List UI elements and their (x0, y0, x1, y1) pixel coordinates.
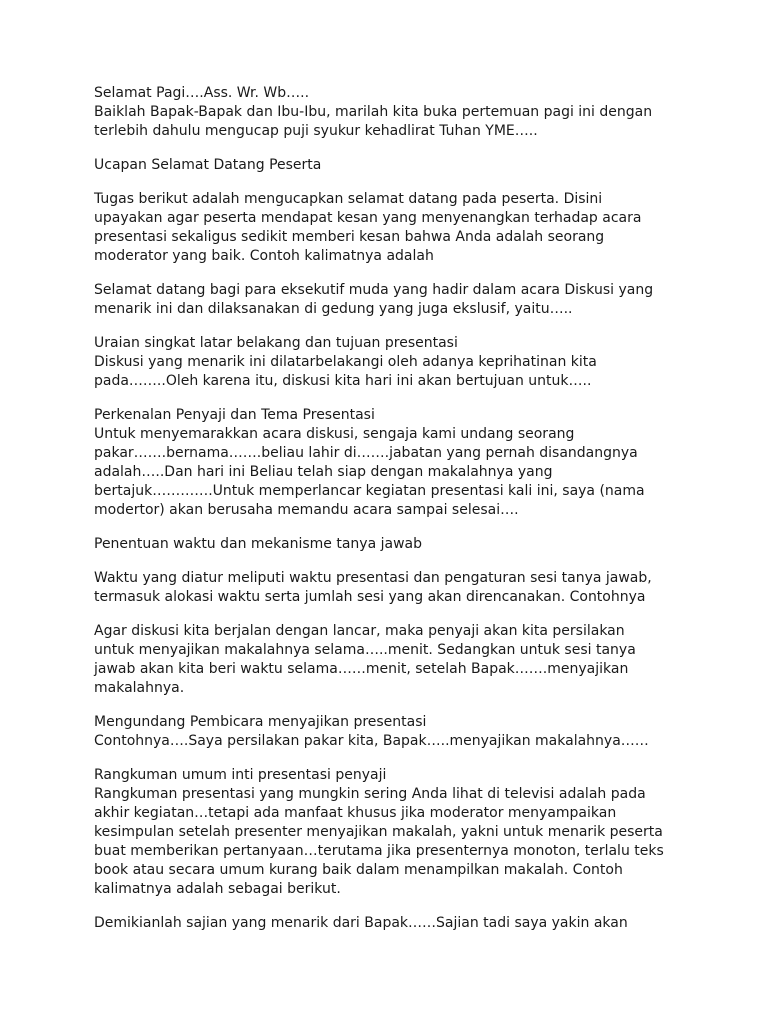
text-line: upayakan agar peserta mendapat kesan yang menyenangkan terhadap acara (94, 210, 642, 226)
text-line: Untuk menyemarakkan acara diskusi, sengaja kami undang seorang (94, 426, 575, 442)
text-line: Mengundang Pembicara menyajikan presentasi (94, 714, 427, 730)
paragraph-timing (94, 569, 734, 607)
text-line: presentasi sekaligus sedikit memberi kesan bahwa Anda adalah seorang (94, 229, 605, 245)
paragraph-introduction (94, 406, 734, 520)
text-line: kesimpulan setelah presenter menyajikan makalah, yakni untuk menarik peserta (94, 824, 663, 840)
paragraph-welcome-task (94, 190, 734, 266)
paragraph-background (94, 334, 734, 391)
text-line: Agar diskusi kita berjalan dengan lancar, maka penyaji akan kita persilakan (94, 623, 625, 639)
text-line: Contohnya….Saya persilakan pakar kita, Bapak…..menyajikan makalahnya…… (94, 733, 649, 749)
paragraph-heading-welcome (94, 156, 734, 175)
text-line: Uraian singkat latar belakang dan tujuan presentasi (94, 335, 458, 351)
text-line: makalahnya. (94, 680, 185, 696)
document-page (94, 84, 734, 948)
text-line: pakar…….bernama…….beliau lahir di…….jabatan yang pernah disandangnya (94, 445, 638, 461)
text-line: pada……..Oleh karena itu, diskusi kita hari ini akan bertujuan untuk….. (94, 373, 592, 389)
text-line: modertor) akan berusaha memandu acara sampai selesai…. (94, 502, 519, 518)
text-line: Rangkuman presentasi yang mungkin sering Anda lihat di televisi adalah pada (94, 786, 646, 802)
paragraph-closing (94, 914, 734, 933)
paragraph-greeting (94, 84, 734, 141)
paragraph-heading-timing (94, 535, 734, 554)
paragraph-invite-speaker (94, 713, 734, 751)
text-line: Perkenalan Penyaji dan Tema Presentasi (94, 407, 375, 423)
text-line: book atau secara umum kurang baik dalam menampilkan makalah. Contoh (94, 862, 623, 878)
text-line: terlebih dahulu mengucap puji syukur kehadlirat Tuhan YME….. (94, 123, 538, 139)
paragraph-welcome-example (94, 281, 734, 319)
text-line: Selamat Pagi….Ass. Wr. Wb….. (94, 85, 310, 101)
text-line: Tugas berikut adalah mengucapkan selamat datang pada peserta. Disini (94, 191, 603, 207)
text-line: akhir kegiatan…tetapi ada manfaat khusus jika moderator menyampaikan (94, 805, 617, 821)
text-line: Rangkuman umum inti presentasi penyaji (94, 767, 387, 783)
text-line: menarik ini dan dilaksanakan di gedung yang juga ekslusif, yaitu….. (94, 301, 573, 317)
text-line: moderator yang baik. Contoh kalimatnya adalah (94, 248, 434, 264)
text-line: Waktu yang diatur meliputi waktu presentasi dan pengaturan sesi tanya jawab, (94, 570, 652, 586)
text-line: buat memberikan pertanyaan…terutama jika presenternya monoton, terlalu teks (94, 843, 664, 859)
paragraph-summary (94, 766, 734, 899)
text-line: adalah…..Dan hari ini Beliau telah siap dengan makalahnya yang (94, 464, 553, 480)
text-line: Ucapan Selamat Datang Peserta (94, 157, 322, 173)
text-line: jawab akan kita beri waktu selama……menit, setelah Bapak…….menyajikan (94, 661, 629, 677)
text-line: bertajuk………….Untuk memperlancar kegiatan presentasi kali ini, saya (nama (94, 483, 645, 499)
text-line: Penentuan waktu dan mekanisme tanya jawab (94, 536, 423, 552)
text-line: Diskusi yang menarik ini dilatarbelakangi oleh adanya keprihatinan kita (94, 354, 597, 370)
text-line: untuk menyajikan makalahnya selama…..menit. Sedangkan untuk sesi tanya (94, 642, 636, 658)
text-line: Selamat datang bagi para eksekutif muda yang hadir dalam acara Diskusi yang (94, 282, 654, 298)
text-line: kalimatnya adalah sebagai berikut. (94, 881, 341, 897)
text-line: Baiklah Bapak-Bapak dan Ibu-Ibu, marilah kita buka pertemuan pagi ini dengan (94, 104, 653, 120)
text-line: Demikianlah sajian yang menarik dari Bapak……Sajian tadi saya yakin akan (94, 915, 628, 931)
paragraph-timing-example (94, 622, 734, 698)
text-line: termasuk alokasi waktu serta jumlah sesi yang akan direncanakan. Contohnya (94, 589, 646, 605)
